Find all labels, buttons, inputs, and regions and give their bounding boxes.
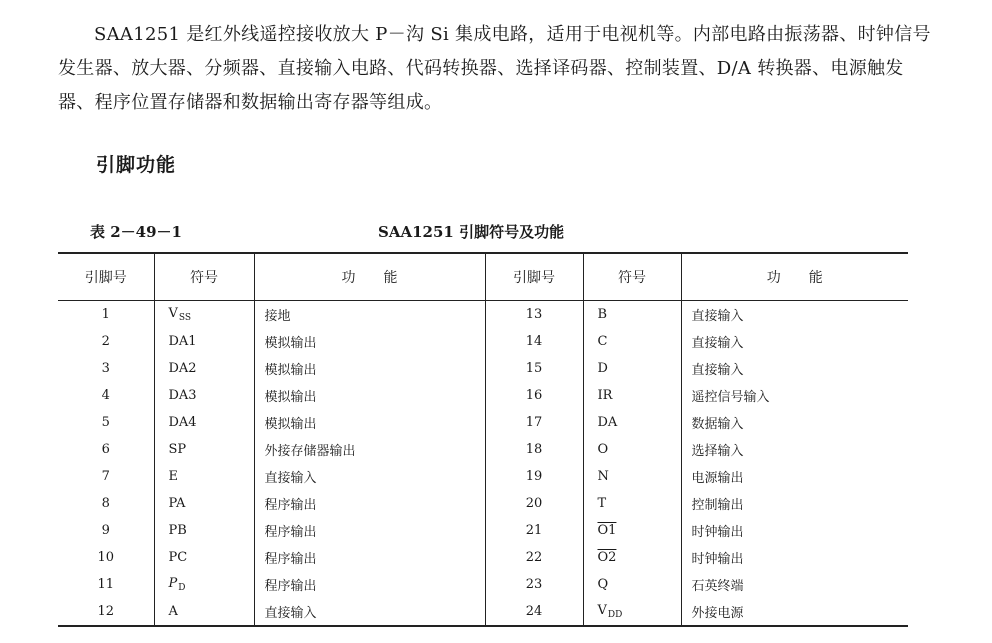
pin-number: 17 xyxy=(485,409,583,436)
pin-symbol xyxy=(154,571,254,598)
pin-number: 9 xyxy=(58,517,154,544)
pin-symbol xyxy=(583,355,681,382)
pin-symbol xyxy=(154,517,254,544)
pin-number: 23 xyxy=(485,571,583,598)
table-row xyxy=(58,382,908,409)
pin-symbol-text: V xyxy=(597,603,607,618)
pin-function: 外接存储器输出 xyxy=(254,436,485,463)
table-row xyxy=(58,490,908,517)
pin-number: 1 xyxy=(58,301,154,329)
pin-symbol-text: T xyxy=(597,496,607,511)
pin-number: 10 xyxy=(58,544,154,571)
pin-symbol-text: DA2 xyxy=(168,361,197,376)
header-symbol-right: 符号 xyxy=(583,253,681,301)
pin-function: 程序输出 xyxy=(254,517,485,544)
pin-number: 4 xyxy=(58,382,154,409)
pin-number: 24 xyxy=(485,598,583,626)
table-row xyxy=(58,355,908,382)
pin-function: 外接电源 xyxy=(681,598,908,626)
pin-number: 15 xyxy=(485,355,583,382)
pin-number: 3 xyxy=(58,355,154,382)
table-row xyxy=(58,301,908,329)
pin-symbol xyxy=(154,301,254,329)
pin-symbol-text: PA xyxy=(168,496,186,511)
pin-function: 模拟输出 xyxy=(254,355,485,382)
pin-symbol-text: DA xyxy=(597,415,618,430)
header-pin-left: 引脚号 xyxy=(58,253,154,301)
pin-symbol xyxy=(154,490,254,517)
header-function-left: 功 能 xyxy=(254,253,485,301)
pin-function: 石英终端 xyxy=(691,579,744,594)
pin-number: 19 xyxy=(485,463,583,490)
pin-symbol-text: E xyxy=(168,469,178,484)
pin-symbol xyxy=(583,598,681,626)
pin-symbol-text: DA1 xyxy=(168,334,197,349)
pin-number: 8 xyxy=(58,490,154,517)
pin-number: 5 xyxy=(58,409,154,436)
pin-symbol-text: C xyxy=(597,334,608,349)
table-body xyxy=(58,301,908,627)
pin-number: 16 xyxy=(485,382,583,409)
pin-symbol xyxy=(154,355,254,382)
table-row xyxy=(58,571,908,598)
pin-number: 13 xyxy=(485,301,583,329)
pin-function: 选择输入 xyxy=(691,444,744,459)
pin-symbol xyxy=(583,571,681,598)
pin-symbol xyxy=(583,544,681,571)
pin-symbol-subscript: DD xyxy=(607,610,623,620)
table-row xyxy=(58,598,908,626)
pin-symbol xyxy=(154,463,254,490)
pin-symbol-text: DA4 xyxy=(168,415,197,430)
pin-function: 时钟输出 xyxy=(691,525,744,540)
pin-function: 程序输出 xyxy=(254,571,485,598)
table-row xyxy=(58,436,908,463)
pin-function: 直接输入 xyxy=(254,463,485,490)
pin-function: 模拟输出 xyxy=(254,409,485,436)
intro-text: SAA1251 是红外线遥控接收放大 P－沟 Si 集成电路，适用于电视机等。内部电路由振荡器、时钟信号发生器、放大器、分频器、直接输入电路、代码转换器、选择译码器、控制装置、D/A 转换器、电源触发器、程序位置存储器和数据输出寄存器等组成。 xyxy=(58,24,931,113)
header-pin-right: 引脚号 xyxy=(485,253,583,301)
pin-symbol-text: B xyxy=(597,307,608,322)
pin-number: 21 xyxy=(485,517,583,544)
pin-symbol xyxy=(154,409,254,436)
pin-function: 直接输入 xyxy=(691,309,744,324)
pin-symbol-text: DA3 xyxy=(168,388,197,403)
pin-symbol xyxy=(583,301,681,329)
pin-symbol-text: P xyxy=(168,576,178,591)
table-row xyxy=(58,463,908,490)
pin-symbol-text: IR xyxy=(597,388,613,403)
header-function-right: 功 能 xyxy=(681,253,908,301)
pin-function: 时钟输出 xyxy=(691,552,744,567)
pin-function: 模拟输出 xyxy=(254,382,485,409)
pin-symbol xyxy=(154,598,254,626)
pin-function: 电源输出 xyxy=(691,471,744,486)
pin-symbol-text: O2 xyxy=(597,550,617,565)
header-symbol-left: 符号 xyxy=(154,253,254,301)
pin-symbol-text: A xyxy=(168,604,178,619)
pin-number: 6 xyxy=(58,436,154,463)
pin-symbol-text: O xyxy=(597,442,609,457)
pin-symbol-text: V xyxy=(168,306,178,321)
pin-symbol-text: SP xyxy=(168,442,187,457)
pin-symbol xyxy=(583,463,681,490)
pin-number: 14 xyxy=(485,328,583,355)
pin-symbol-text: PC xyxy=(168,550,188,565)
pin-symbol-text: D xyxy=(597,361,608,376)
pin-function: 直接输入 xyxy=(691,363,744,378)
pin-table xyxy=(58,252,908,627)
pin-number: 12 xyxy=(58,598,154,626)
pin-number: 7 xyxy=(58,463,154,490)
pin-symbol-text: Q xyxy=(597,577,609,592)
pin-symbol-text: O1 xyxy=(597,523,617,538)
pin-number: 11 xyxy=(58,571,154,598)
pin-symbol xyxy=(154,382,254,409)
pin-symbol-text: PB xyxy=(168,523,187,538)
pin-function: 遥控信号输入 xyxy=(691,390,770,405)
table-header-row xyxy=(58,253,908,301)
table-row xyxy=(58,544,908,571)
pin-symbol xyxy=(154,328,254,355)
intro-paragraph xyxy=(58,18,938,120)
pin-symbol xyxy=(583,490,681,517)
table-title: SAA1251 引脚符号及功能 xyxy=(378,223,565,241)
pin-symbol-subscript: D xyxy=(178,583,186,593)
table-row xyxy=(58,409,908,436)
pin-function: 控制输出 xyxy=(691,498,744,513)
pin-symbol xyxy=(154,436,254,463)
pin-symbol xyxy=(583,328,681,355)
pin-function: 直接输入 xyxy=(691,336,744,351)
pin-number: 2 xyxy=(58,328,154,355)
pin-function: 数据输入 xyxy=(691,417,744,432)
pin-number: 22 xyxy=(485,544,583,571)
pin-function: 模拟输出 xyxy=(254,328,485,355)
pin-symbol xyxy=(154,544,254,571)
pin-symbol xyxy=(583,382,681,409)
pin-function: 程序输出 xyxy=(254,544,485,571)
pin-symbol xyxy=(583,517,681,544)
table-row xyxy=(58,517,908,544)
table-row xyxy=(58,328,908,355)
table-number: 表 2－49－1 xyxy=(90,223,182,241)
pin-symbol xyxy=(583,409,681,436)
pin-symbol-text: N xyxy=(597,469,609,484)
pin-function: 直接输入 xyxy=(254,598,485,626)
pin-symbol xyxy=(583,436,681,463)
pin-number: 20 xyxy=(485,490,583,517)
pin-function: 接地 xyxy=(254,301,485,329)
pin-symbol-subscript: SS xyxy=(178,313,192,323)
pin-function: 程序输出 xyxy=(254,490,485,517)
pin-number: 18 xyxy=(485,436,583,463)
section-heading: 引脚功能 xyxy=(96,154,177,176)
